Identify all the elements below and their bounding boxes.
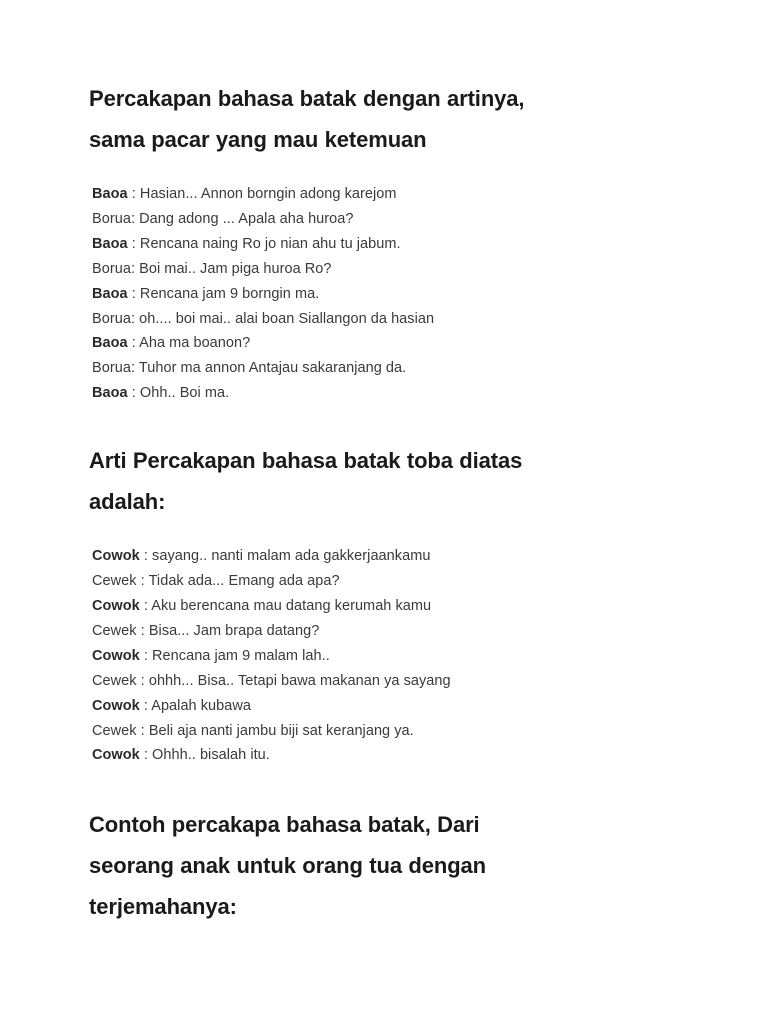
speaker-separator: :	[130, 260, 140, 277]
speaker-label: Cowok	[92, 548, 140, 565]
speaker-separator: :	[136, 722, 149, 739]
dialogue-text: ohhh... Bisa.. Tetapi bawa makanan ya sayang	[148, 672, 451, 689]
speaker-label: Cowok	[92, 597, 140, 614]
heading-line: Arti Percakapan bahasa batak toba diatas	[89, 448, 523, 474]
dialogue-text: Dang adong ... Apala aha huroa?	[139, 210, 354, 227]
spacer	[89, 160, 649, 182]
speaker-label: Borua	[92, 210, 131, 227]
heading-line: Contoh percakapa bahasa batak, Dari	[89, 812, 480, 838]
dialogue-text: Aha ma boanon?	[139, 335, 251, 352]
dialogue-text: Boi mai.. Jam piga huroa Ro?	[139, 260, 332, 277]
dialogue-line	[92, 644, 649, 669]
speaker-label: Baoa	[92, 335, 128, 352]
dialogue-line	[92, 232, 649, 257]
speaker-label: Cewek	[92, 672, 137, 689]
dialogue-text: Aku berencana mau datang kerumah kamu	[151, 597, 432, 614]
speaker-label: Borua	[92, 360, 131, 377]
dialogue-line	[92, 331, 649, 356]
speaker-separator: :	[139, 747, 153, 764]
dialogue-line	[92, 282, 649, 307]
dialogue-text: Rencana jam 9 borngin ma.	[139, 285, 320, 302]
speaker-separator: :	[139, 548, 153, 565]
spacer	[89, 768, 649, 804]
dialogue-text: Bisa... Jam brapa datang?	[148, 622, 320, 639]
speaker-label: Baoa	[92, 285, 128, 302]
document-content	[89, 78, 649, 927]
speaker-label: Cowok	[92, 647, 140, 664]
speaker-separator: :	[139, 697, 152, 714]
dialogue-line	[92, 182, 649, 207]
dialogue-line	[92, 207, 649, 232]
dialogue-block-2	[89, 544, 649, 768]
speaker-label: Baoa	[92, 385, 128, 402]
heading-line: adalah:	[89, 489, 166, 515]
heading-line: terjemahanya:	[89, 894, 237, 920]
dialogue-text: Rencana jam 9 malam lah..	[152, 647, 330, 664]
heading-line: Percakapan bahasa batak dengan artinya,	[89, 86, 525, 111]
section-heading-1	[89, 78, 649, 160]
spacer	[89, 522, 649, 544]
speaker-label: Cewek	[92, 722, 137, 739]
dialogue-line	[92, 257, 649, 282]
speaker-separator: :	[127, 235, 140, 252]
dialogue-line	[92, 594, 649, 619]
heading-line: seorang anak untuk orang tua dengan	[89, 853, 487, 879]
speaker-separator: :	[127, 186, 140, 202]
dialogue-line	[92, 544, 649, 569]
dialogue-text: sayang.. nanti malam ada gakkerjaankamu	[152, 548, 431, 565]
speaker-label: Borua	[92, 310, 131, 327]
speaker-separator: :	[139, 647, 153, 664]
dialogue-text: Ohhh.. bisalah itu.	[152, 747, 270, 764]
speaker-label: Baoa	[92, 186, 128, 202]
dialogue-text: Tidak ada... Emang ada apa?	[148, 573, 340, 590]
dialogue-line	[92, 619, 649, 644]
speaker-label: Cewek	[92, 622, 137, 639]
dialogue-line	[92, 743, 649, 768]
dialogue-text: Tuhor ma annon Antajau sakaranjang da.	[138, 360, 407, 377]
speaker-separator: :	[139, 597, 152, 614]
dialogue-line	[92, 307, 649, 332]
section-heading-3	[89, 804, 649, 927]
speaker-label: Cowok	[92, 747, 140, 764]
dialogue-line	[92, 356, 649, 381]
dialogue-text: oh.... boi mai.. alai boan Siallangon da hasian	[139, 310, 435, 327]
speaker-separator: :	[136, 573, 149, 590]
speaker-separator: :	[127, 335, 140, 352]
speaker-separator: :	[127, 385, 140, 402]
section-heading-2	[89, 440, 649, 522]
speaker-separator: :	[130, 210, 140, 227]
dialogue-line	[92, 669, 649, 694]
dialogue-block-1	[89, 182, 649, 406]
dialogue-text: Ohh.. Boi ma.	[139, 385, 230, 402]
dialogue-line	[92, 719, 649, 744]
dialogue-line	[92, 694, 649, 719]
dialogue-text: Beli aja nanti jambu biji sat keranjang ya.	[148, 722, 414, 739]
speaker-separator: :	[127, 285, 140, 302]
spacer	[89, 406, 649, 440]
speaker-label: Baoa	[92, 235, 128, 252]
speaker-label: Cowok	[92, 697, 140, 714]
dialogue-text: Rencana naing Ro jo nian ahu tu jabum.	[139, 235, 401, 252]
speaker-separator: :	[136, 672, 149, 689]
speaker-separator: :	[130, 310, 140, 327]
dialogue-text: Hasian... Annon borngin adong karejom	[139, 186, 397, 202]
speaker-label: Borua	[92, 260, 131, 277]
heading-line: sama pacar yang mau ketemuan	[89, 127, 427, 152]
speaker-separator: :	[130, 360, 139, 377]
dialogue-line	[92, 381, 649, 406]
speaker-label: Cewek	[92, 573, 137, 590]
dialogue-text: Apalah kubawa	[151, 697, 252, 714]
dialogue-line	[92, 569, 649, 594]
speaker-separator: :	[136, 622, 149, 639]
